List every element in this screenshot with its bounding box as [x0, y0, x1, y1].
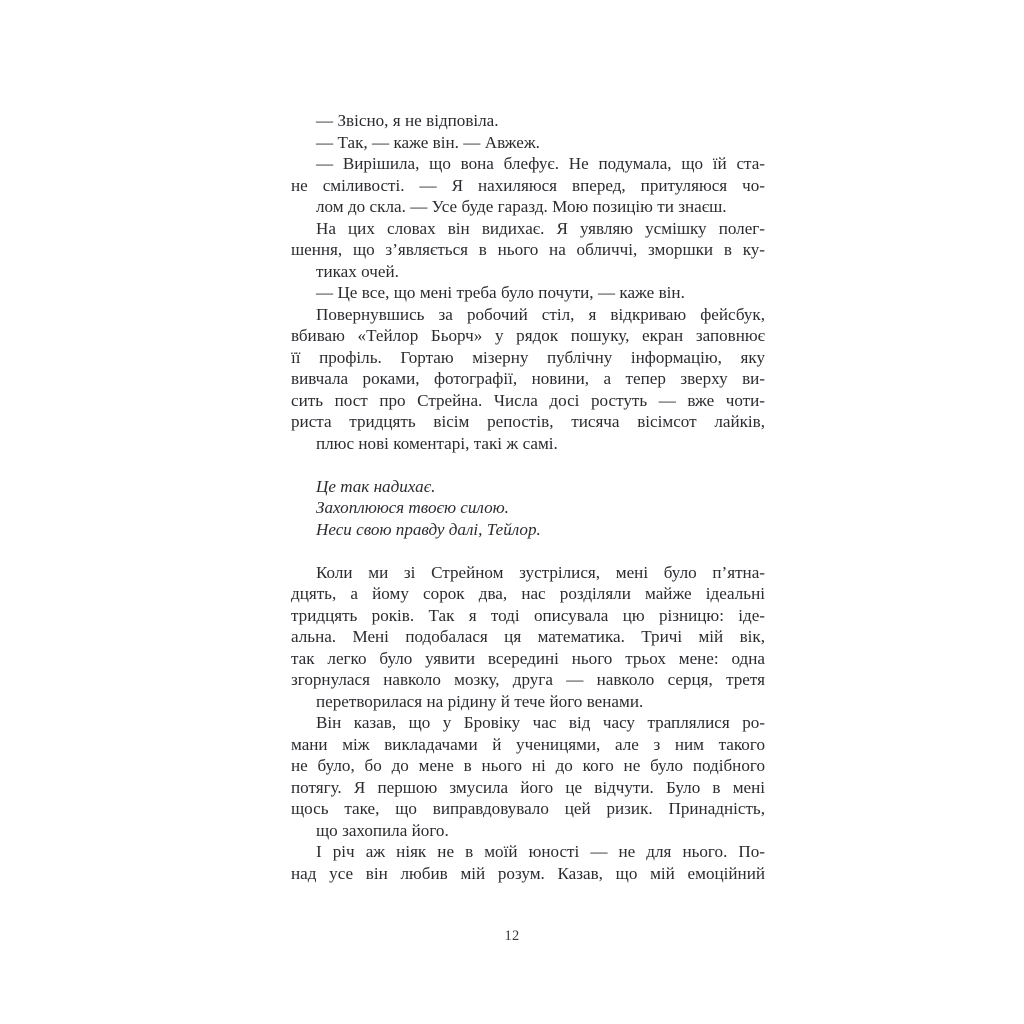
paragraph [291, 110, 765, 132]
paragraph-line: перетворилася на рідину й тече його венами. [316, 691, 644, 711]
paragraph-line: її профіль. Гортаю мізерну публічну інформацію, яку [291, 347, 765, 367]
paragraph [291, 712, 765, 841]
italic-quote-line: Захоплююся твоєю силою. [316, 498, 509, 517]
paragraph [291, 282, 765, 304]
paragraph-line: шення, що з’являється в нього на обличчі, зморшки в ку- [291, 240, 765, 259]
paragraph-line: На цих словах він видихає. Я уявляю усмішку полег- [316, 218, 765, 238]
block-spacer [291, 540, 765, 562]
paragraph-line: тридцять років. Так я тоді описувала цю різницю: іде- [291, 605, 765, 625]
paragraph [291, 132, 765, 154]
paragraph [291, 153, 765, 218]
paragraph-line: згорнулася навколо мозку, друга — навколо серця, третя [291, 670, 765, 689]
paragraph-line: потягу. Я першою змусила його це відчути. Було в мені [291, 777, 765, 797]
paragraph-line: дцять, а йому сорок два, нас розділяли майже ідеальні [291, 584, 765, 603]
paragraph-line: сить пост про Стрейна. Числа досі ростуть — вже чоти- [291, 390, 765, 410]
paragraph-line: Коли ми зі Стрейном зустрілися, мені було п’ятна- [316, 562, 765, 582]
paragraph-line: альна. Мені подобалася ця математика. Тричі мій вік, [291, 627, 765, 646]
paragraph-line: щось таке, що виправдовувало цей ризик. Принадність, [291, 799, 765, 818]
paragraph [291, 218, 765, 283]
paragraph-line: — Це все, що мені треба було почути, — каже він. [316, 283, 685, 302]
page-number: 12 [504, 928, 520, 944]
paragraph-line: І річ аж ніяк не в моїй юності — не для нього. По- [316, 842, 765, 861]
italic-quote-block [291, 476, 765, 541]
paragraph-line: Повернувшись за робочий стіл, я відкриваю фейсбук, [316, 304, 765, 324]
paragraph [291, 841, 765, 884]
paragraph [291, 304, 765, 455]
paragraph-line: — Вирішила, що вона блефує. Не подумала, що їй ста- [316, 154, 765, 173]
paragraph-line: лом до скла. — Усе буде гаразд. Мою позицію ти знаєш. [316, 197, 727, 216]
paragraph [291, 562, 765, 713]
paragraph-line: не було, бо до мене в нього ні до кого не було подібного [291, 756, 765, 775]
paragraph-line: тиках очей. [316, 261, 399, 281]
paragraph-line: не сміливості. — Я нахиляюся вперед, притуляюся чо- [291, 175, 765, 195]
paragraph-line: що захопила його. [316, 820, 449, 840]
paragraph-line: над усе він любив мій розум. Казав, що мій емоційний [291, 863, 765, 883]
paragraph-line: — Так, — каже він. — Авжеж. [316, 132, 540, 152]
paragraph-line: риста тридцять вісім репостів, тисяча вісімсот лайків, [291, 412, 765, 431]
paragraph-line: Він казав, що у Бровіку час від часу траплялися ро- [316, 713, 765, 732]
block-spacer [291, 454, 765, 476]
text-column [291, 110, 765, 884]
paragraph-line: мани між викладачами й ученицями, але з ним такого [291, 734, 765, 754]
italic-quote-line: Неси свою правду далі, Тейлор. [316, 519, 541, 539]
italic-quote-line: Це так надихає. [316, 476, 436, 496]
paragraph-line: плюс нові коментарі, такі ж самі. [316, 433, 558, 453]
paragraph-line: вбиваю «Тейлор Бьорч» у рядок пошуку, екран заповнює [291, 326, 765, 345]
paragraph-line: вивчала роками, фотографії, новини, а тепер зверху ви- [291, 369, 765, 388]
paragraph-line: так легко було уявити всередині нього трьох мене: одна [291, 648, 765, 668]
paragraph-line: — Звісно, я не відповіла. [316, 111, 499, 130]
